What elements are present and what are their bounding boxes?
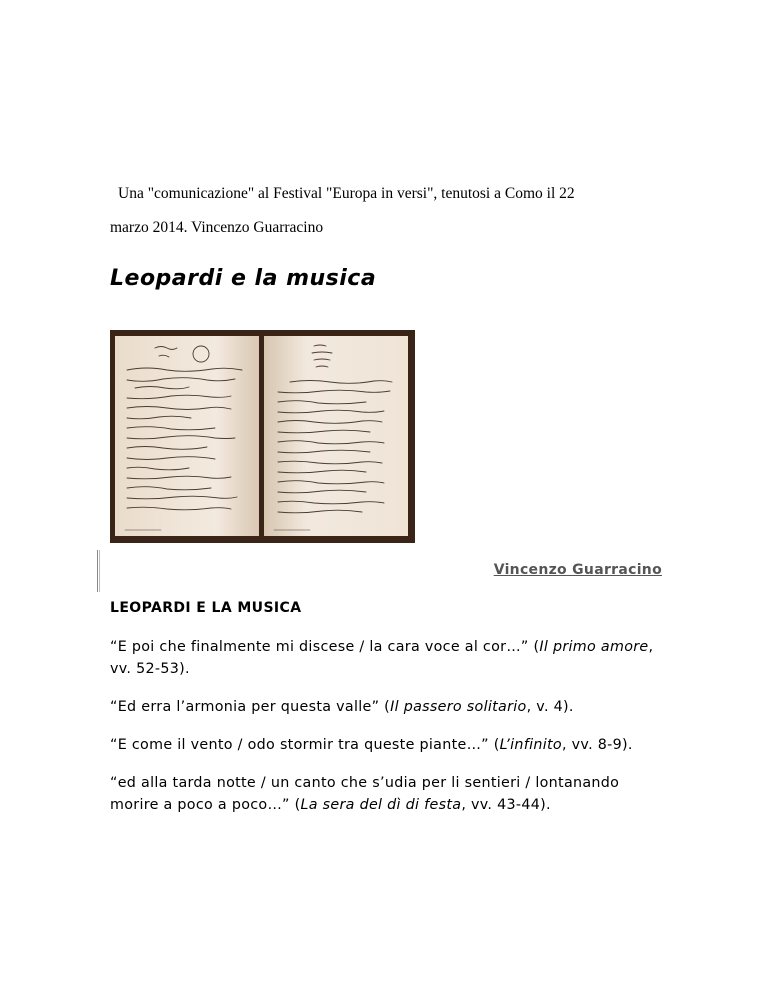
quote-item bbox=[110, 772, 665, 816]
quote-text: “Ed erra l’armonia per questa valle” ( bbox=[110, 699, 391, 715]
quote-work-title: Il primo amore bbox=[539, 639, 649, 655]
quote-item bbox=[110, 696, 665, 718]
quote-work-title: La sera del dì di festa bbox=[300, 797, 462, 813]
author-link[interactable]: Vincenzo Guarracino bbox=[493, 562, 662, 578]
quote-reference: , vv. 52-53). bbox=[110, 639, 654, 677]
quote-item bbox=[110, 734, 665, 756]
page-title: Leopardi e la musica bbox=[110, 266, 377, 291]
manuscript-right-page bbox=[264, 336, 408, 536]
quote-text: “ed alla tarda notte / un canto che s’udia per li sentieri / lontanando morire a poco a poco…” ( bbox=[110, 775, 620, 813]
quote-reference: , vv. 8-9). bbox=[561, 737, 633, 753]
quote-reference: , v. 4). bbox=[526, 699, 574, 715]
quote-text: “E come il vento / odo stormir tra queste piante…” ( bbox=[110, 737, 500, 753]
intro-line-1: Una "comunicazione" al Festival "Europa in versi", tenutosi a Como il 22 bbox=[118, 185, 575, 202]
intro-line-2: marzo 2014. Vincenzo Guarracino bbox=[110, 219, 324, 236]
quote-work-title: L’infinito bbox=[499, 737, 562, 753]
manuscript-left-page bbox=[115, 336, 259, 536]
quotes-list bbox=[110, 636, 665, 832]
quote-item bbox=[110, 636, 665, 680]
quote-text: “E poi che finalmente mi discese / la cara voce al cor…” ( bbox=[110, 639, 540, 655]
intro-text bbox=[110, 177, 670, 245]
quote-reference: , vv. 43-44). bbox=[461, 797, 551, 813]
manuscript-image bbox=[110, 330, 415, 543]
quote-work-title: Il passero solitario bbox=[390, 699, 527, 715]
text-cursor-bar bbox=[97, 550, 100, 592]
section-heading: LEOPARDI E LA MUSICA bbox=[110, 600, 302, 616]
handwriting-right bbox=[264, 336, 408, 536]
handwriting-left bbox=[115, 336, 259, 536]
